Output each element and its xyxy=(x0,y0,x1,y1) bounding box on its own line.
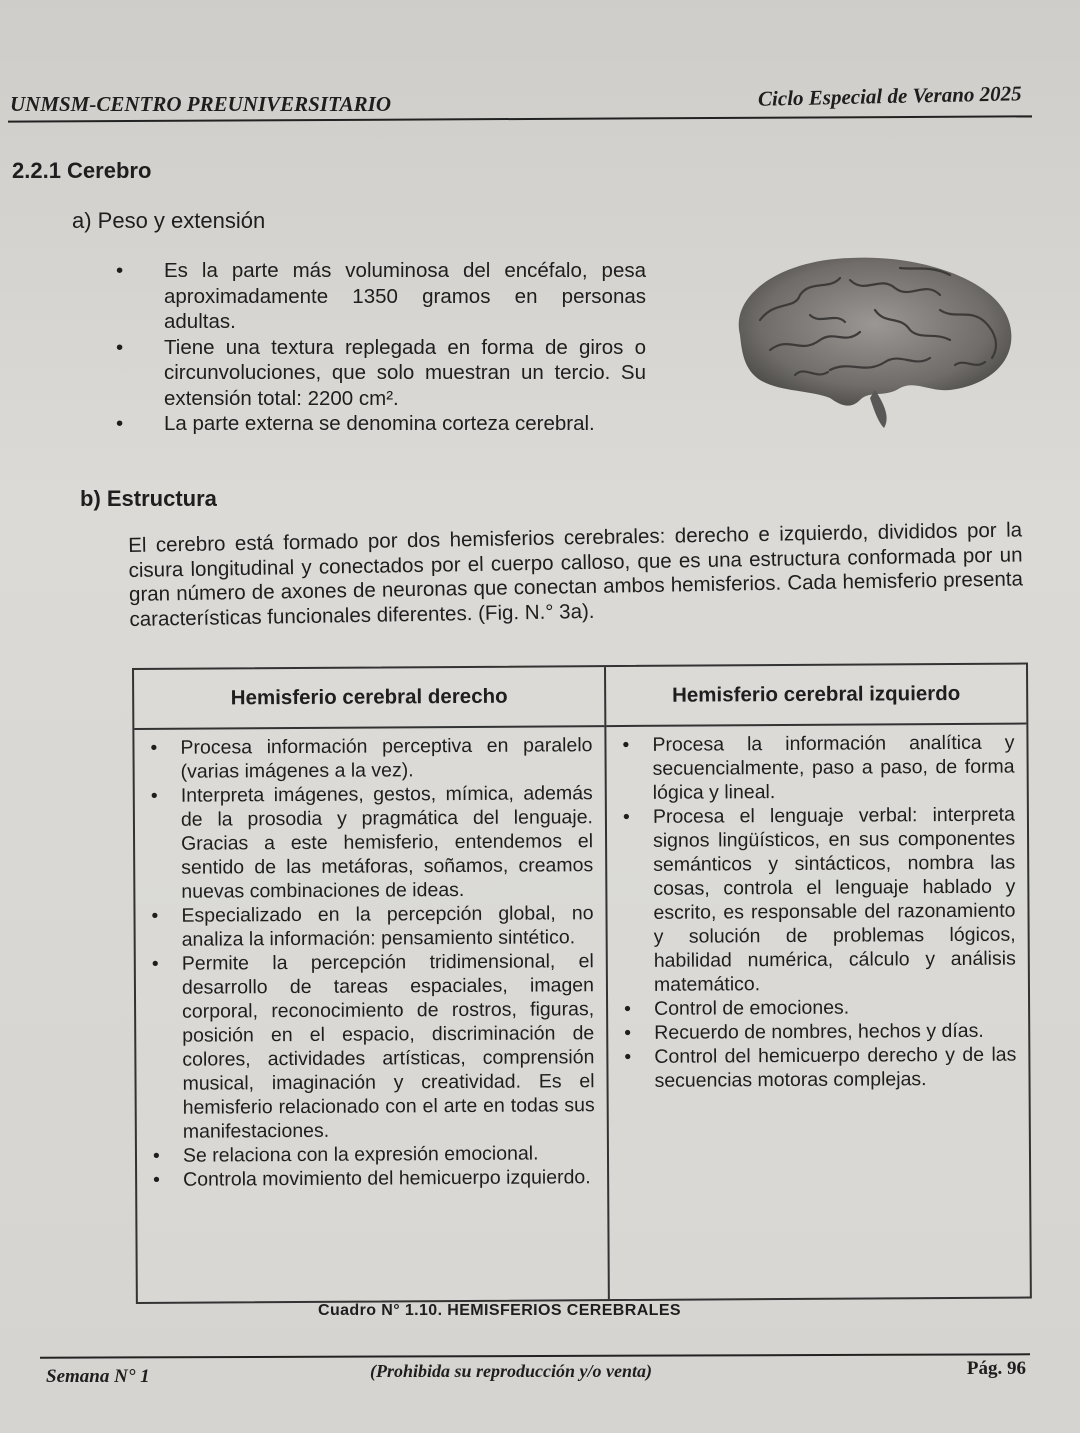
header-cycle: Ciclo Especial de Verano 2025 xyxy=(758,81,1023,111)
column-header-right-hemisphere: Hemisferio cerebral derecho xyxy=(134,667,604,730)
list-item: • Controla movimiento del hemicuerpo izquierdo. xyxy=(183,1165,595,1192)
left-hemisphere-list xyxy=(606,725,1028,1094)
list-item: • Control del hemicuerpo derecho y de las secuencias motoras complejas. xyxy=(654,1043,1016,1093)
brain-illustration xyxy=(700,240,1020,430)
bullet-item: • Es la parte más voluminosa del encéfalo, pesa aproximadamente 1350 gramos en personas adultas. xyxy=(116,258,646,335)
right-hemisphere-column xyxy=(134,667,610,1302)
right-hemisphere-list xyxy=(134,727,607,1192)
list-item: • Permite la percepción tridimensional, el desarrollo de tareas espaciales, imagen corporal, reconocimiento de rostros, figuras, posición en el espacio, discriminación de colores, actividades artísticas, comprensión musical, imaginación y creatividad. Es el hemisferio relacionado con el arte en todas sus manifestaciones. xyxy=(182,949,595,1144)
list-item: • Recuerdo de nombres, hechos y días. xyxy=(654,1019,1016,1045)
left-hemisphere-column xyxy=(606,665,1030,1300)
list-item: • Procesa la información analítica y secuencialmente, paso a paso, de forma lógica y lineal. xyxy=(652,731,1014,805)
section-title: 2.2.1 Cerebro xyxy=(12,158,152,183)
bullet-item: • Tiene una textura replegada en forma de giros o circunvoluciones, que solo muestran un tercio. Su extensión total: 2200 cm². xyxy=(116,335,646,412)
footer-week: Semana N° 1 xyxy=(46,1366,150,1387)
list-item: • Control de emociones. xyxy=(654,995,1016,1021)
footer-notice: (Prohibida su reproducción y/o venta) xyxy=(370,1361,652,1381)
page-number: Pág. 96 xyxy=(966,1358,1026,1379)
structure-paragraph: El cerebro está formado por dos hemisferios cerebrales: derecho e izquierdo, divididos por la cisura longitudinal y conectados por el cuerpo calloso, que es una estructura conformada por un gran número de axones de neuronas que conectan ambos hemisferios. Cada hemisferio presenta características funcionales diferentes. (Fig. N.° 3a). xyxy=(128,518,1024,631)
bullet-item: • La parte externa se denomina corteza cerebral. xyxy=(116,411,646,437)
subsection-b-title: b) Estructura xyxy=(80,486,217,511)
list-item: • Especializado en la percepción global, no analiza la información: pensamiento sintético. xyxy=(181,901,593,952)
subsection-a-bullets xyxy=(116,258,646,437)
hemispheres-table xyxy=(132,663,1032,1304)
table-caption: Cuadro N° 1.10. HEMISFERIOS CEREBRALES xyxy=(318,1302,681,1319)
footer-rule xyxy=(40,1353,1030,1358)
list-item: • Interpreta imágenes, gestos, mímica, además de la prosodia y pragmática del lenguaje. Gracias a este hemisferio, entendemos el sentido de las metáforas, soñamos, creamos nuevas combinaciones de ideas. xyxy=(181,781,594,904)
column-header-left-hemisphere: Hemisferio cerebral izquierdo xyxy=(606,665,1026,728)
header-institution: UNMSM-CENTRO PREUNIVERSITARIO xyxy=(10,92,392,116)
subsection-a-title: a) Peso y extensión xyxy=(72,208,266,233)
list-item: • Procesa información perceptiva en paralelo (varias imágenes a la vez). xyxy=(180,733,592,784)
list-item: • Procesa el lenguaje verbal: interpreta signos lingüísticos, en sus componentes semánticos y sintácticos, nombra las cosas, controla el lenguaje hablado y escrito, es responsable del razonamiento y solución de problemas lógicos, habilidad numérica, cálculo y análisis matemático. xyxy=(653,803,1016,997)
list-item: • Se relaciona con la expresión emocional. xyxy=(183,1141,595,1168)
